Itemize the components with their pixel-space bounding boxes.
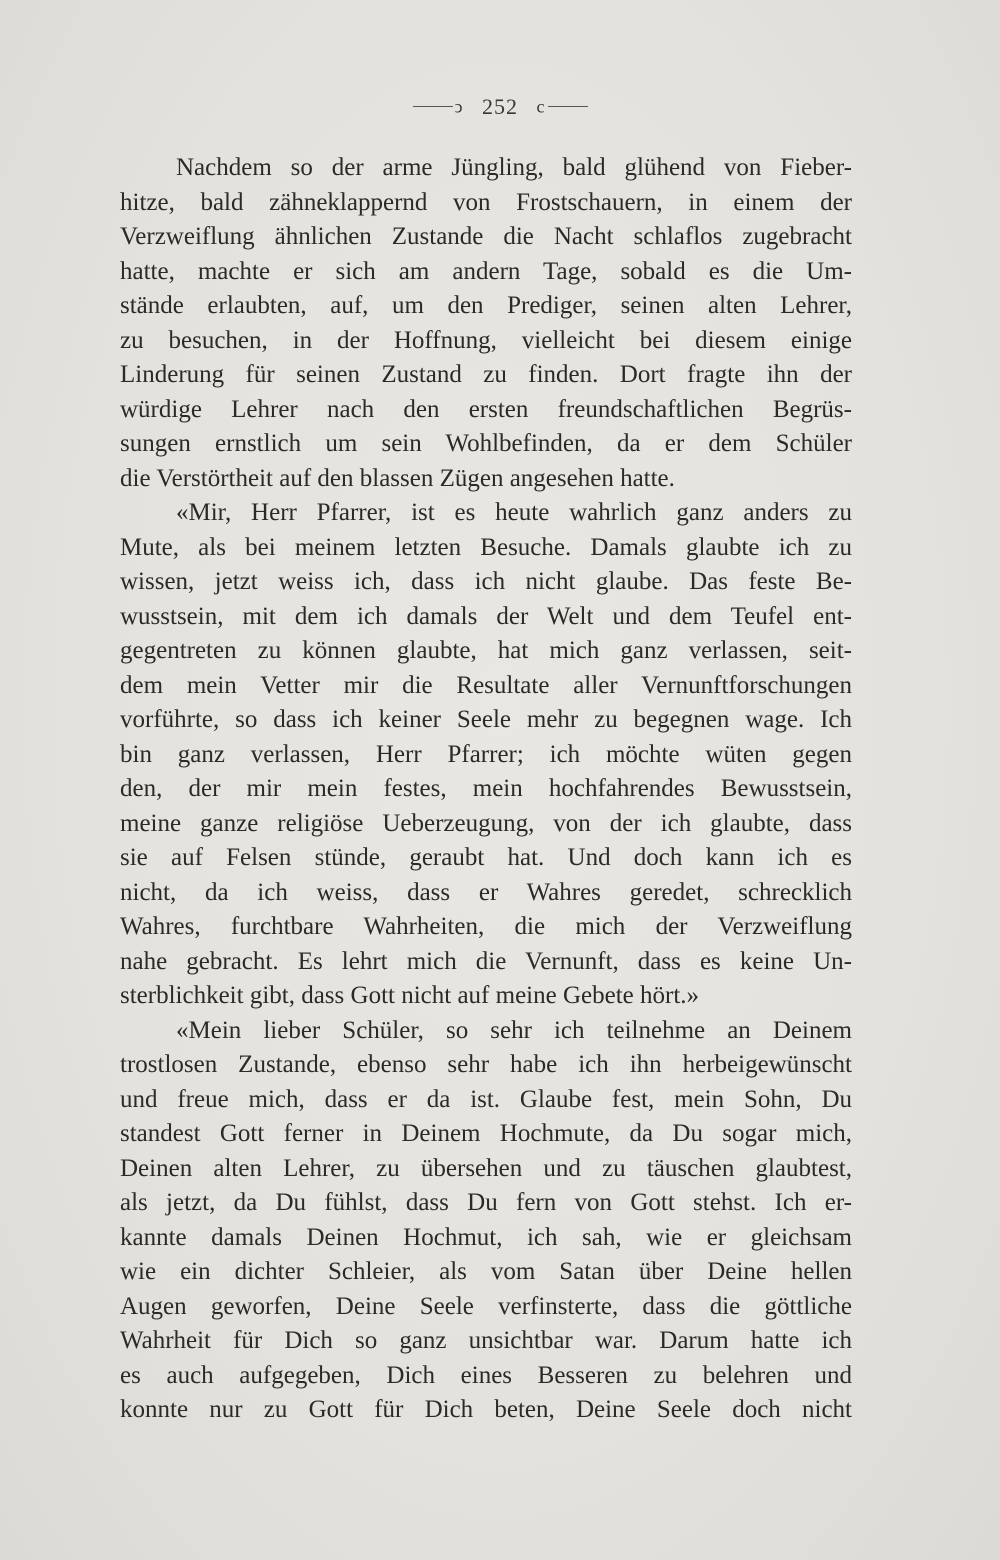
text-line: wissen, jetzt weiss ich, dass ich nicht glaube. Das feste Be- bbox=[120, 568, 852, 595]
body-text bbox=[120, 151, 852, 1428]
text-line: zu besuchen, in der Hoffnung, vielleicht bei diesem einige bbox=[120, 326, 852, 354]
text-line: als jetzt, da Du fühlst, dass Du fern von Gott stehst. Ich er- bbox=[120, 1189, 852, 1216]
text-line: hitze, bald zähneklappernd von Frostschauern, in einem der bbox=[120, 188, 852, 216]
text-line: konnte nur zu Gott für Dich beten, Deine Seele doch nicht bbox=[120, 1396, 852, 1423]
text-line: trostlosen Zustande, ebenso sehr habe ich ihn herbeigewünscht bbox=[120, 1051, 852, 1078]
text-line: Wahrheit für Dich so ganz unsichtbar war. Darum hatte ich bbox=[120, 1327, 852, 1354]
text-line: dem mein Vetter mir die Resultate aller Vernunftforschungen bbox=[120, 671, 852, 699]
text-line: nicht, da ich weiss, dass er Wahres geredet, schrecklich bbox=[120, 878, 852, 906]
text-line: Augen geworfen, Deine Seele verfinsterte, dass die göttliche bbox=[120, 1292, 852, 1320]
text-line: den, der mir mein festes, mein hochfahrendes Bewusstsein, bbox=[120, 775, 852, 802]
page-header bbox=[0, 92, 1000, 120]
text-line: und freue mich, dass er da ist. Glaube fest, mein Sohn, Du bbox=[120, 1085, 852, 1113]
text-line: die Verstörtheit auf den blassen Zügen angesehen hatte. bbox=[120, 464, 675, 492]
text-line: meine ganze religiöse Ueberzeugung, von der ich glaubte, dass bbox=[120, 809, 852, 837]
text-line: nahe gebracht. Es lehrt mich die Vernunft, dass es keine Un- bbox=[120, 947, 852, 975]
text-line: Mute, als bei meinem letzten Besuche. Damals glaubte ich zu bbox=[120, 533, 852, 561]
text-line: Nachdem so der arme Jüngling, bald glühend von Fieber- bbox=[176, 154, 852, 181]
text-line: «Mein lieber Schüler, so sehr ich teilnehme an Deinem bbox=[176, 1016, 852, 1044]
text-line: sterblichkeit gibt, dass Gott nicht auf meine Gebete hört.» bbox=[120, 982, 700, 1009]
header-ornament-left: ↄ bbox=[454, 96, 464, 117]
text-line: hatte, machte er sich am andern Tage, sobald es die Um- bbox=[120, 257, 852, 285]
text-line: wie ein dichter Schleier, als vom Satan über Deine hellen bbox=[120, 1258, 852, 1285]
header-ornament-right: c bbox=[536, 96, 546, 117]
text-line: Linderung für seinen Zustand zu finden. Dort fragte ihn der bbox=[120, 361, 852, 388]
text-line: wusstsein, mit dem ich damals der Welt und dem Teufel ent- bbox=[120, 602, 852, 630]
text-line: Wahres, furchtbare Wahrheiten, die mich der Verzweiflung bbox=[120, 913, 852, 940]
text-line: kannte damals Deinen Hochmut, ich sah, wie er gleichsam bbox=[120, 1223, 852, 1251]
text-line: standest Gott ferner in Deinem Hochmute, da Du sogar mich, bbox=[120, 1120, 852, 1147]
text-line: stände erlaubten, auf, um den Prediger, seinen alten Lehrer, bbox=[120, 292, 852, 319]
text-line: vorführte, so dass ich keiner Seele mehr zu begegnen wage. Ich bbox=[120, 706, 852, 733]
text-line: sie auf Felsen stünde, geraubt hat. Und doch kann ich es bbox=[120, 844, 852, 871]
text-line: sungen ernstlich um sein Wohlbefinden, da er dem Schüler bbox=[120, 430, 852, 457]
text-line: gegentreten zu können glaubte, hat mich ganz verlassen, seit- bbox=[120, 637, 852, 664]
text-line: bin ganz verlassen, Herr Pfarrer; ich möchte wüten gegen bbox=[120, 740, 852, 768]
text-line: es auch aufgegeben, Dich eines Besseren zu belehren und bbox=[120, 1361, 852, 1389]
header-rule-left bbox=[413, 106, 453, 107]
page-number: 252 bbox=[482, 93, 518, 119]
text-line: Verzweiflung ähnlichen Zustande die Nacht schlaflos zugebracht bbox=[120, 223, 852, 250]
text-line: Deinen alten Lehrer, zu übersehen und zu täuschen glaubtest, bbox=[120, 1154, 852, 1182]
header-rule-right bbox=[548, 106, 588, 107]
text-line: würdige Lehrer nach den ersten freundschaftlichen Begrüs- bbox=[120, 395, 852, 423]
text-line: «Mir, Herr Pfarrer, ist es heute wahrlich ganz anders zu bbox=[176, 499, 852, 526]
